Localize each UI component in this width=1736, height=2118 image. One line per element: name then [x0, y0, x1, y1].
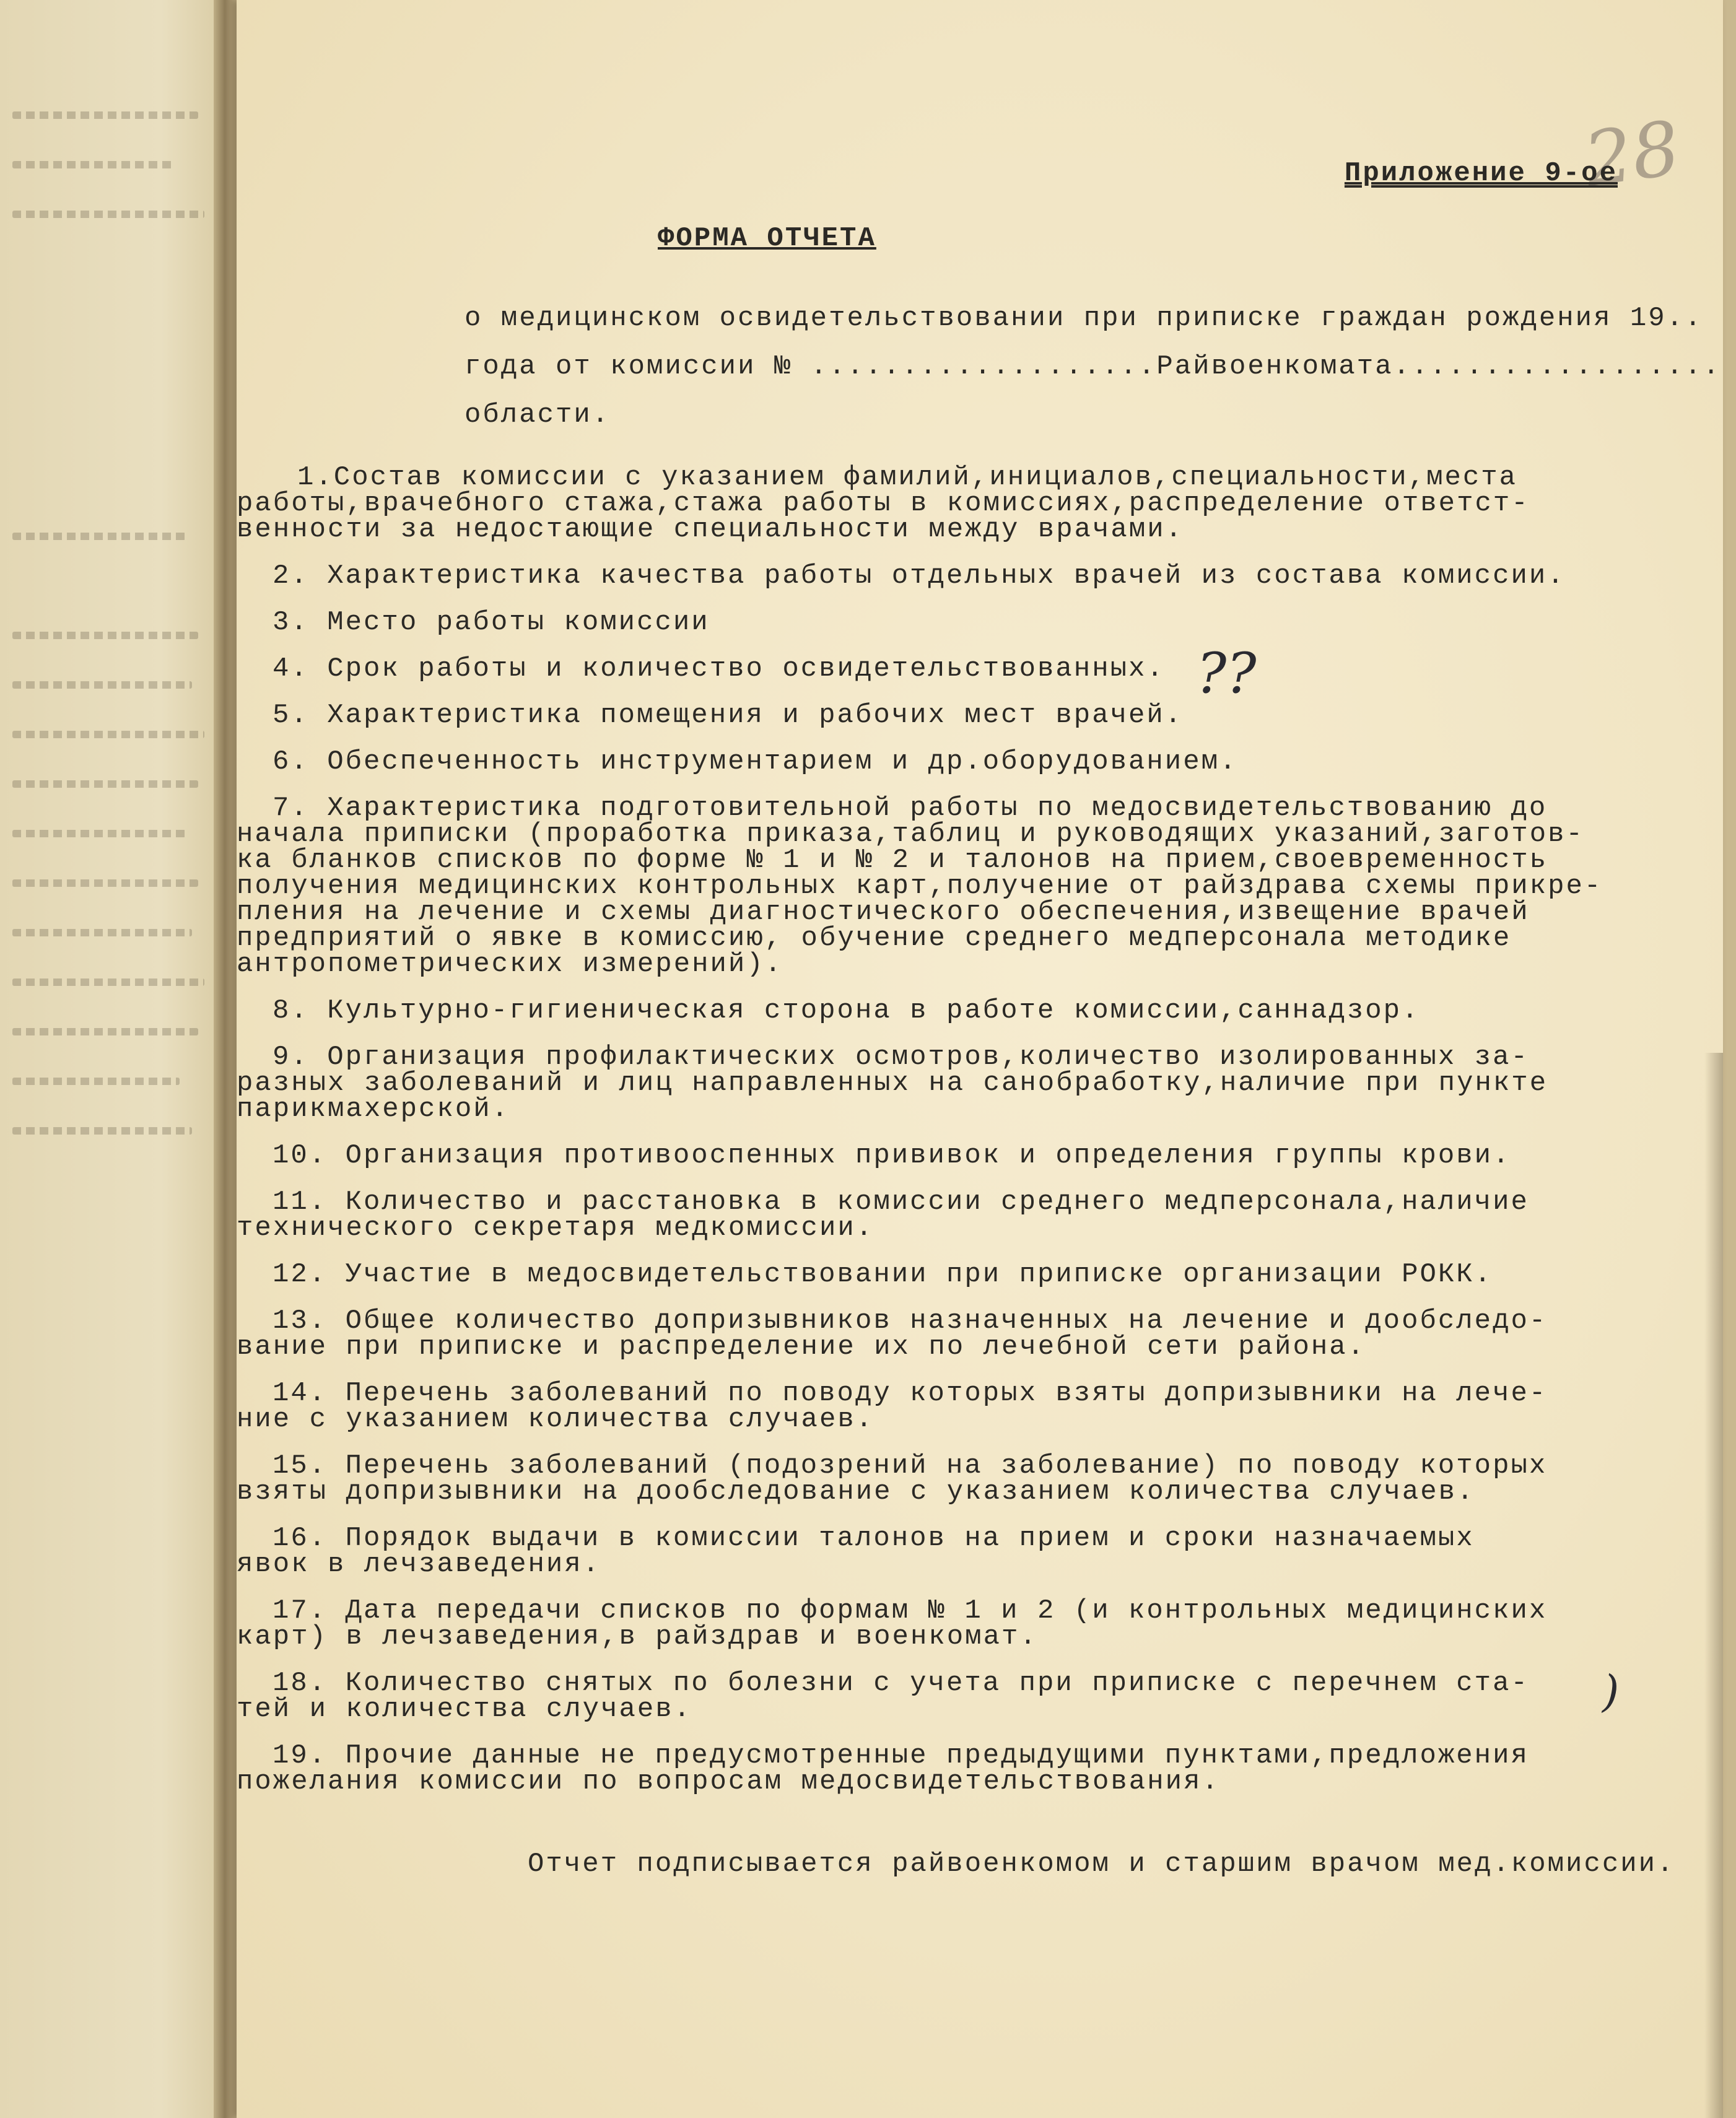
- item-line: 17. Дата передачи списков по формам № 1 и 2 (и контрольных медицинских: [273, 1595, 1548, 1626]
- intro-block: [465, 300, 1721, 445]
- item-line: 11. Количество и расстановка в комиссии среднего медперсонала,наличие: [273, 1187, 1529, 1218]
- item-line: тей и количества случаев.: [237, 1694, 692, 1725]
- item-line: 10. Организация противооспенных прививок и определения группы крови.: [273, 1140, 1511, 1171]
- report-item-15: [237, 1450, 1723, 1507]
- item-line: 14. Перечень заболеваний по поводу которых взяты допризывники на лече-: [273, 1378, 1548, 1409]
- report-item-16: [237, 1523, 1723, 1580]
- item-line: работы,врачебного стажа,стажа работы в комиссиях,распределение ответст-: [237, 488, 1530, 519]
- report-item-19: [237, 1740, 1723, 1797]
- bleed-through-line: [12, 1078, 180, 1085]
- report-item-13: [237, 1305, 1723, 1362]
- handwritten-page-number: 28: [1579, 105, 1685, 204]
- intro-line: года от комиссии № ...................Райвоенкомата..................: [465, 351, 1721, 382]
- item-line: 2. Характеристика качества работы отдельных врачей из состава комиссии.: [273, 560, 1566, 591]
- bleed-through-line: [12, 681, 192, 689]
- item-line: 3. Место работы комиссии: [273, 607, 710, 638]
- item-line: получения медицинских контрольных карт,получение от райздрава схемы прикре-: [237, 871, 1603, 902]
- report-item-14: [237, 1378, 1723, 1435]
- item-line: 6. Обеспеченность инструментарием и др.оборудованием.: [273, 746, 1238, 777]
- item-line: антропометрических измерений).: [237, 949, 783, 980]
- item-line: карт) в лечзаведения,в райздрав и военкомат.: [237, 1621, 1038, 1652]
- report-items-list: [237, 464, 1723, 1815]
- report-item-5: [237, 700, 1723, 731]
- closing-note: Отчет подписывается райвоенкомом и старшим врачом мед.комиссии.: [528, 1849, 1675, 1880]
- item-line: парикмахерской.: [237, 1094, 510, 1125]
- report-item-10: [237, 1140, 1723, 1171]
- item-line: 9. Организация профилактических осмотров,количество изолированных за-: [273, 1042, 1529, 1073]
- report-item-2: [237, 560, 1723, 591]
- item-line: 19. Прочие данные не предусмотренные предыдущими пунктами,предложения: [273, 1740, 1529, 1771]
- report-item-18: [237, 1668, 1723, 1725]
- item-line: технического секретаря медкомиссии.: [237, 1213, 875, 1244]
- report-item-3: [237, 607, 1723, 638]
- report-item-6: [237, 746, 1723, 777]
- bleed-through-line: [12, 111, 198, 119]
- report-item-17: [237, 1595, 1723, 1652]
- item-line: 15. Перечень заболеваний (подозрений на заболевание) по поводу которых: [273, 1450, 1548, 1481]
- report-item-9: [237, 1042, 1723, 1125]
- report-item-7: [237, 793, 1723, 980]
- book-binding: [214, 0, 238, 2118]
- bleed-through-line: [12, 211, 204, 218]
- bleed-through-line: [12, 929, 192, 936]
- item-line: 12. Участие в медосвидетельствовании при приписке организации РОКК.: [273, 1259, 1493, 1290]
- intro-line: о медицинском освидетельствовании при приписке граждан рождения 19..: [465, 303, 1703, 334]
- item-line: 1.Состав комиссии с указанием фамилий,инициалов,специальности,места: [297, 462, 1518, 493]
- item-line: 4. Срок работы и количество освидетельствованных.: [273, 653, 1165, 684]
- item-line: пожелания комиссии по вопросам медосвидетельствования.: [237, 1766, 1220, 1797]
- item-line: 8. Культурно-гигиеническая сторона в работе комиссии,саннадзор.: [273, 995, 1420, 1026]
- bleed-through-line: [12, 731, 204, 738]
- bleed-through-line: [12, 161, 173, 168]
- bleed-through-line: [12, 632, 198, 639]
- bleed-through-line: [12, 1028, 198, 1035]
- intro-line: области.: [465, 399, 611, 430]
- report-item-12: [237, 1259, 1723, 1290]
- annex-label: Приложение 9-ое: [1344, 158, 1618, 189]
- item-line: предприятий о явке в комиссию, обучение среднего медперсонала методике: [237, 923, 1512, 954]
- item-line: ние с указанием количества случаев.: [237, 1404, 875, 1435]
- bleed-through-line: [12, 978, 204, 986]
- page-title: ФОРМА ОТЧЕТА: [658, 223, 876, 254]
- document-sheet: [237, 0, 1723, 2118]
- item-line: взяты допризывники на дообследование с указанием количества случаев.: [237, 1476, 1475, 1507]
- item-line: пления на лечение и схемы диагностического обеспечения,извещение врачей: [237, 897, 1530, 928]
- pen-annotation-bracket: ): [1602, 1666, 1620, 1717]
- bleed-through-line: [12, 1127, 192, 1135]
- item-line: 13. Общее количество допризывников назначенных на лечение и дообследо-: [273, 1305, 1548, 1336]
- report-item-4: [237, 653, 1723, 684]
- item-line: венности за недостающие специальности между врачами.: [237, 514, 1184, 545]
- item-line: начала приписки (проработка приказа,таблиц и руководящих указаний,заготов-: [237, 819, 1584, 850]
- bleed-through-line: [12, 830, 186, 837]
- report-item-1: [237, 464, 1723, 543]
- item-line: явок в лечзаведения.: [237, 1549, 601, 1580]
- page-edge-shadow: [1704, 1053, 1723, 2118]
- item-line: разных заболеваний и лиц направленных на санобработку,наличие при пункте: [237, 1068, 1548, 1099]
- item-line: вание при приписке и распределение их по лечебной сети района.: [237, 1331, 1366, 1362]
- pen-annotation-question: ??: [1197, 641, 1257, 706]
- item-line: 7. Характеристика подготовительной работы по медосвидетельствованию до: [273, 793, 1548, 824]
- previous-page-edge: [0, 0, 230, 2118]
- item-line: ка бланков списков по форме № 1 и № 2 и талонов на прием,своевременность: [237, 845, 1548, 876]
- bleed-through-line: [12, 780, 198, 788]
- report-item-11: [237, 1187, 1723, 1244]
- item-line: 5. Характеристика помещения и рабочих мест врачей.: [273, 700, 1184, 731]
- report-item-8: [237, 995, 1723, 1026]
- item-line: 16. Порядок выдачи в комиссии талонов на прием и сроки назначаемых: [273, 1523, 1475, 1554]
- bleed-through-line: [12, 879, 198, 887]
- bleed-through-line: [12, 533, 186, 540]
- item-line: 18. Количество снятых по болезни с учета при приписке с перечнем ста-: [273, 1668, 1529, 1699]
